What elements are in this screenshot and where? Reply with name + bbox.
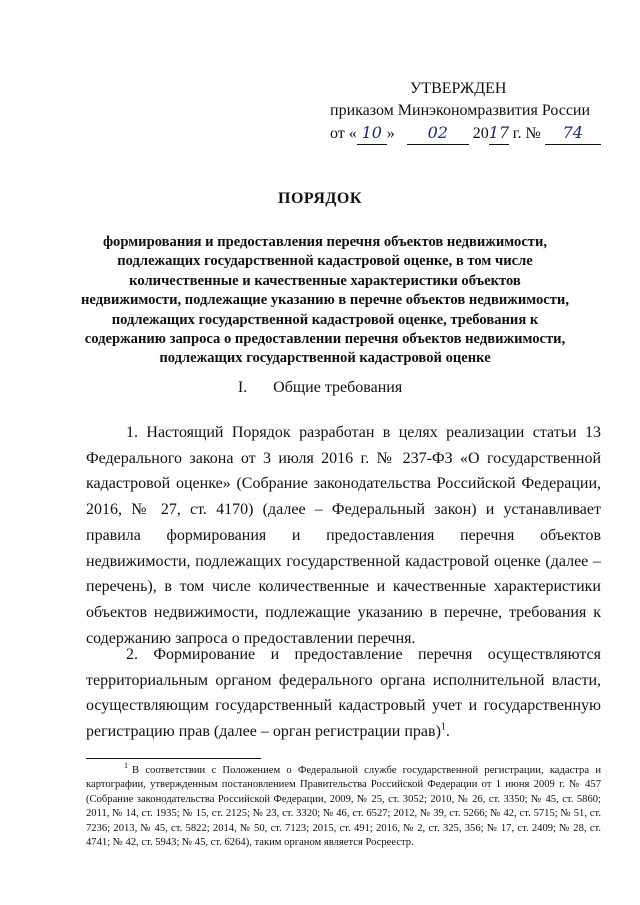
footnote-mark: 1 xyxy=(124,761,128,771)
approval-order-line: приказом Минэкономразвития России xyxy=(330,102,591,119)
year-unit: г. № xyxy=(512,125,541,142)
footnote-divider xyxy=(86,758,261,759)
paragraph-2: 2. Формирование и предоставление перечня осуществляются территориальным органом федерального органа исполнительной власти, осуществляющим государственный кадастровый учет и государственную регистрацию прав (далее – орган регистрации прав)$^1$. xyxy=(86,646,601,741)
year-prefix: 20 xyxy=(472,125,489,142)
footnote-reference: 1 xyxy=(440,721,446,733)
approval-date-line xyxy=(330,122,620,145)
section-number: I. xyxy=(237,379,248,396)
approval-stamp xyxy=(330,78,620,145)
document-subtitle: формирования и предоставления перечня объектов недвижимости, подлежащих государственной кадастровой оценке, в том числе количественные и качественные характеристики объектов недвижимости, подлежащие указанию в перечне объектов недвижимости, подлежащих государственной кадастровой оценке, требования к содержанию запроса о предоставлении перечня объектов недвижимости, подлежащих государственной кадастровой оценке xyxy=(81,234,569,367)
approval-heading: УТВЕРЖДЕН xyxy=(410,80,507,97)
handwritten-day: 10 xyxy=(357,122,387,145)
handwritten-year: 17 xyxy=(489,122,509,145)
section-heading xyxy=(0,379,640,397)
section-title: Общие требования xyxy=(273,379,403,396)
document-title: ПОРЯДОК xyxy=(278,190,362,207)
paragraph-2-text: 2. Формирование и предоставление перечня осуществляются территориальным органом федерального органа исполнительной власти, осуществляющим государственный кадастровый учет и государственную регистрацию прав (далее – орган регистрации прав) xyxy=(86,646,601,741)
footnote-text: В соответствии с Положением о Федеральной службе государственной регистрации, кадастра и картографии, утвержденным постановлением Правительства Российской Федерации от 1 июня 2009 г. № 457 (Собрание законодательства Российской Федерации, 2009, № 25, ст. 3052; 2010, № 26, ст. 3350; № 45, ст. 5860; 2011, № 14, ст. 1935; № 15, ст. 2125; № 23, ст. 3320; № 46, ст. 6527; 2012, № 39, ст. 5266; № 42, ст. 5715; № 51, ст. 7236; 2013, № 45, ст. 5822; 2014, № 50, ст. 7123; 2015, ст. 491; 2016, № 2, ст. 325, 356; № 17, ст. 2409; № 28, ст. 4741; № 42, ст. 5943; № 45, ст. 6264), таким органом является Росреестр. xyxy=(86,765,601,849)
date-prefix: от « xyxy=(330,125,357,142)
footnote xyxy=(86,761,601,850)
handwritten-number: 74 xyxy=(545,122,601,145)
paragraph-1: 1. Настоящий Порядок разработан в целях реализации статьи 13 Федерального закона от 3 июля 2016 г. № 237-ФЗ «О государственной кадастровой оценке» (Собрание законодательства Российской Федерации, 2016, № 27, ст. 4170) (далее – Федеральный закон) и устанавливает правила формирования и предоставления перечня объектов недвижимости, подлежащих государственной кадастровой оценке (далее – перечень), в том числе количественные и качественные характеристики объектов недвижимости, подлежащие указанию в перечне, требования к содержанию запроса о предоставлении перечня. xyxy=(86,424,601,647)
handwritten-month: 02 xyxy=(407,122,469,145)
date-mid: » xyxy=(386,125,395,142)
